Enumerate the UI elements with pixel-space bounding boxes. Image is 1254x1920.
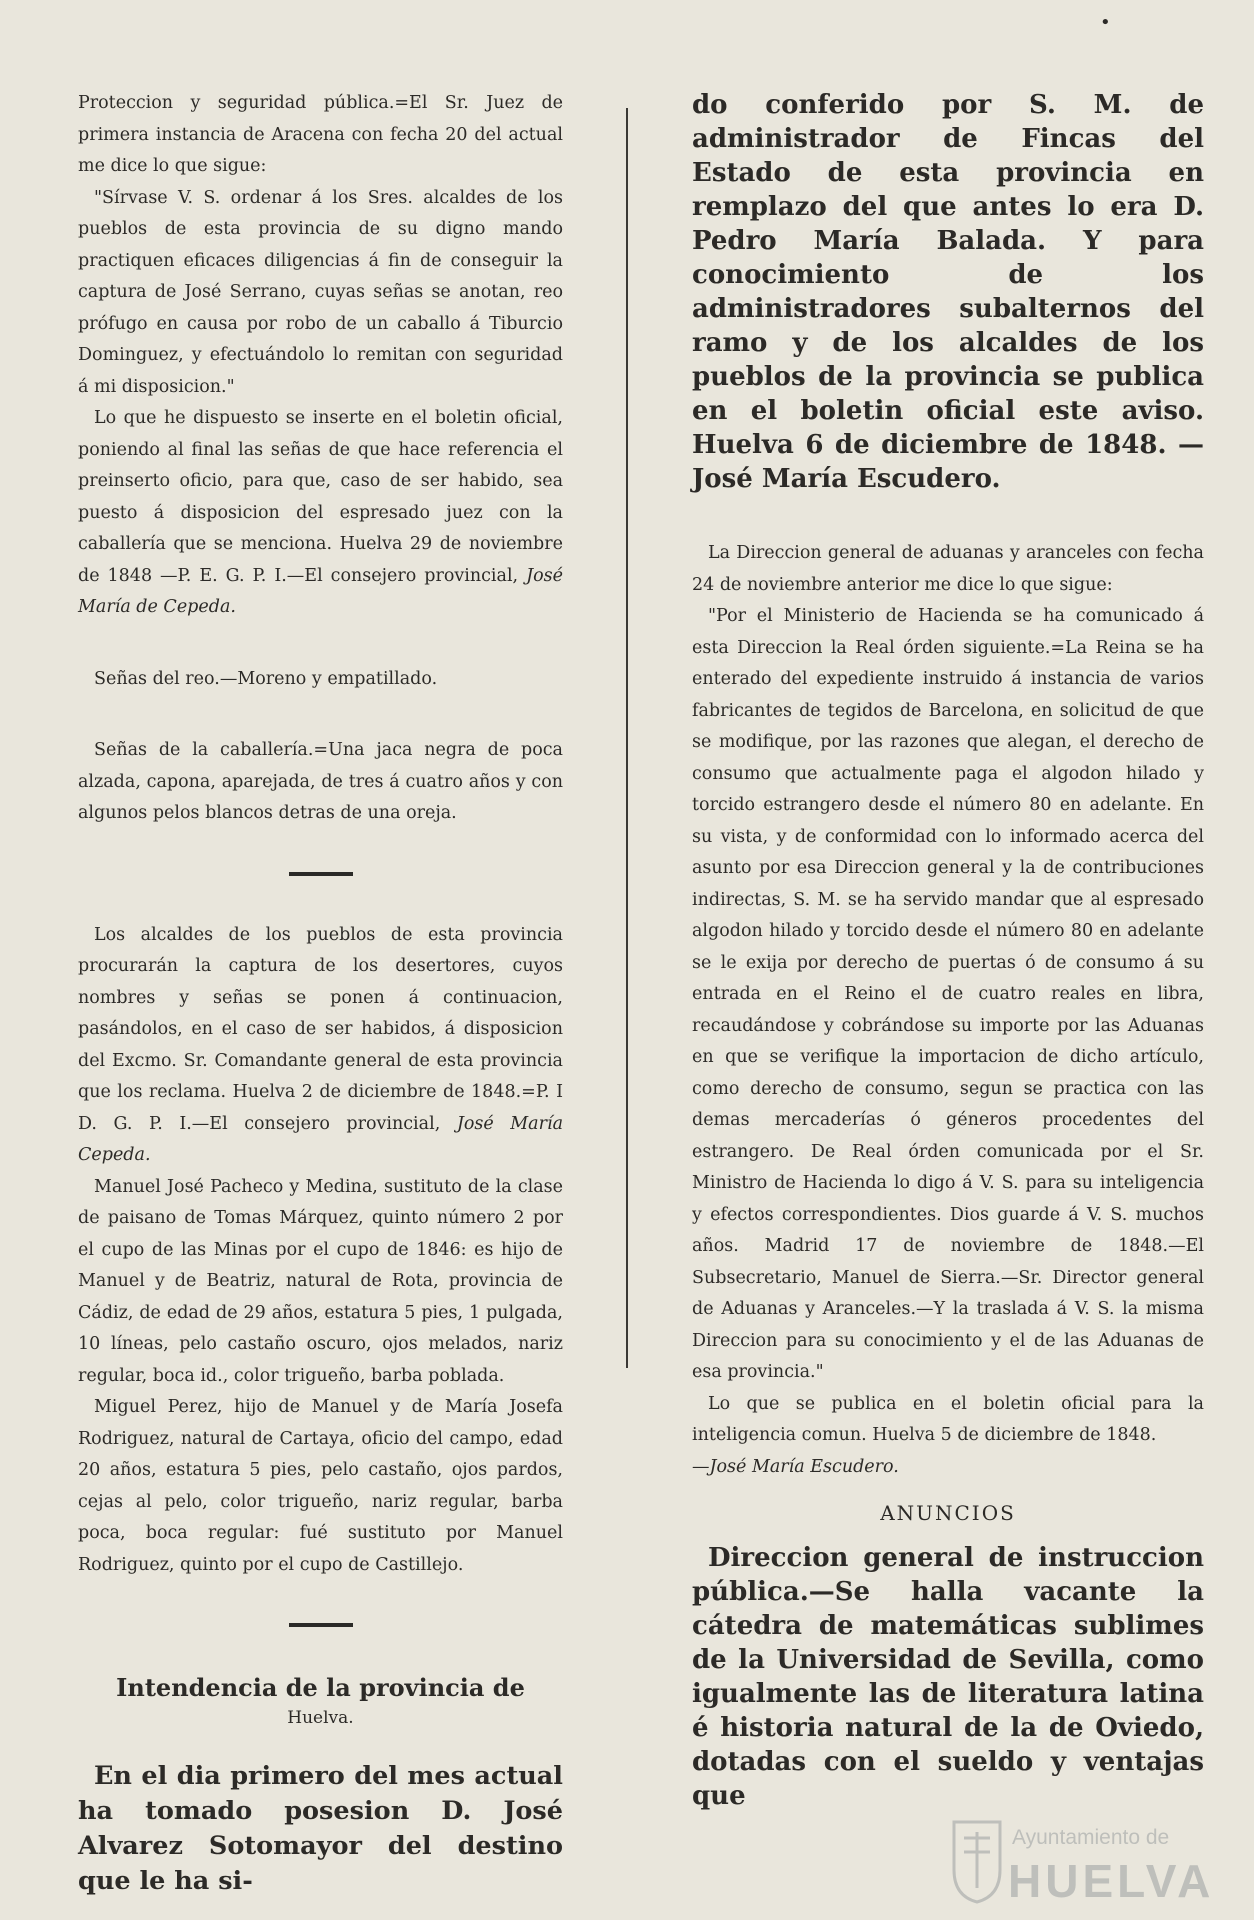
ayuntamiento-watermark (950, 1818, 1240, 1908)
shield-icon (950, 1818, 1004, 1904)
watermark-line2: HUELVA (1008, 1855, 1215, 1907)
real-orden-paragraph: "Por el Ministerio de Hacienda se ha comunicado á esta Direccion la Real órden siguiente.=La Reina se ha enterado del expediente instruido á instancia de varios fabricantes de tegidos de Barcelona, en solicitud de que se modifique, por las razones que alegan, el derecho de consumo que actualmente paga el algodon hilado y torcido estrangero desde el número 80 en adelante. En su vista, y de conformidad con lo informado acerca del asunto por esa Direccion general y la de contribuciones indirectas, S. M. se ha servido mandar que al espresado algodon hilado y torcido desde el número 80 en adelante se le exija por derecho de puertas ó de consumo á su entrada en el Reino el de cuatro reales en libra, recaudándose y cobrándose su importe por las Aduanas en que se verifique la importacion de dicho artículo, como derecho de consumo, segun se practica con las demas mercaderías ó géneros procedentes del estrangero. De Real órden comunicada por el Sr. Ministro de Hacienda lo digo á V. S. para su inteligencia y efectos correspondientes. Dios guarde á V. S. muchos años. Madrid 17 de noviembre de 1848.—El Subsecretario, Manuel de Sierra.—Sr. Director general de Aduanas y Aranceles.—Y la traslada á V. S. la misma Direccion para su conocimiento y el de las Aduanas de esa provincia." (692, 606, 1204, 1382)
section-rule-2 (289, 1623, 353, 1627)
publication-text: Lo que he dispuesto se inserte en el boletin oficial, poniendo al final las señas de que hace referencia el preinserto oficio, para que, caso de ser habido, sea puesto á disposicion del espresado juez con la caballería que se menciona. Huelva 29 de noviembre de 1848 —P. E. G. P. I.—El consejero provincial, (78, 408, 563, 586)
right-column (692, 88, 1204, 1813)
administrador-paragraph: do conferido por S. M. de administrador de Fincas del Estado de esta provincia en remplazo del que antes lo era D. Pedro María Balada. Y para conocimiento de los administradores subalternos del ramo y de los alcaldes de los pueblos de la provincia se publica en el boletin oficial este aviso. Huelva 6 de diciembre de 1848. —José María Escudero. (692, 90, 1204, 494)
signature-escudero: —José María Escudero. (692, 1456, 899, 1477)
proteccion-paragraph: Proteccion y seguridad pública.=El Sr. Juez de primera instancia de Aracena con fecha 20 del actual me dice lo que sigue: (78, 93, 563, 176)
watermark-line1: Ayuntamiento de (1012, 1826, 1170, 1849)
signature-cepeda-2: José María Cepeda. (78, 1113, 563, 1165)
desertores-paragraph (78, 920, 563, 1172)
publication-paragraph (78, 403, 563, 624)
instruccion-publica-paragraph: Direccion general de instruccion pública.—Se halla vacante la cátedra de matemáticas sublimes de la Universidad de Sevilla, como igualmente las de literatura latina é historia natural de la de Oviedo, dotadas con el sueldo y ventajas que (692, 1543, 1204, 1811)
deserter-perez: Miguel Perez, hijo de Manuel y de María Josefa Rodriguez, natural de Cartaya, oficio del campo, edad 20 años, estatura 5 pies, pelo castaño, ojos pardos, cejas al pelo, color trigueño, nariz regular, barba poca, boca regular: fué sustituto por Manuel Rodriguez, quinto por el cupo de Castillejo. (78, 1397, 563, 1575)
posesion-paragraph: En el dia primero del mes actual ha tomado posesion D. José Alvarez Sotomayor del destino que le ha si- (78, 1761, 563, 1896)
column-divider (626, 108, 628, 1368)
intendencia-heading: Intendencia de la provincia de (116, 1673, 525, 1702)
deserter-pacheco: Manuel José Pacheco y Medina, sustituto de la clase de paisano de Tomas Márquez, quinto número 2 por el cupo de las Minas por el cupo de 1846: es hijo de Manuel y de Beatriz, natural de Rota, provincia de Cádiz, de edad de 29 años, estatura 5 pies, 1 pulgada, 10 líneas, pelo castaño oscuro, ojos melados, nariz regular, boca id., color trigueño, barba poblada. (78, 1176, 563, 1386)
section-rule (289, 872, 353, 876)
page-mark: • (1100, 12, 1111, 33)
senas-caballeria: Señas de la caballería.=Una jaca negra de poca alzada, capona, aparejada, de tres á cuatro años y con algunos pelos blancos detras de una oreja. (78, 740, 563, 823)
quoted-order-paragraph: "Sírvase V. S. ordenar á los Sres. alcaldes de los pueblos de esta provincia de su digno mando practiquen eficaces diligencias á fin de conseguir la captura de José Serrano, cuyas señas se anotan, reo prófugo en causa por robo de un caballo á Tiburcio Dominguez, y efectuándolo lo remitan con seguridad á mi disposicion." (78, 187, 563, 397)
aduanas-intro: La Direccion general de aduanas y aranceles con fecha 24 de noviembre anterior me dice lo que sigue: (692, 543, 1204, 595)
intendencia-subheading: Huelva. (287, 1708, 354, 1728)
signature-cepeda: José María de Cepeda. (78, 565, 563, 617)
senas-reo: Señas del reo.—Moreno y empatillado. (94, 668, 438, 689)
publicacion-paragraph: Lo que se publica en el boletin oficial para la inteligencia comun. Huelva 5 de diciembre de 1848. (692, 1393, 1204, 1445)
left-column (78, 88, 563, 1899)
anuncios-heading: ANUNCIOS (880, 1501, 1016, 1525)
desertores-text: Los alcaldes de los pueblos de esta provincia procurarán la captura de los desertores, cuyos nombres y señas se ponen á continuacion, pasándolos, en el caso de ser habidos, á disposicion del Excmo. Sr. Comandante general de esta provincia que los reclama. Huelva 2 de diciembre de 1848.=P. I D. G. P. I.—El consejero provincial, (78, 924, 563, 1134)
